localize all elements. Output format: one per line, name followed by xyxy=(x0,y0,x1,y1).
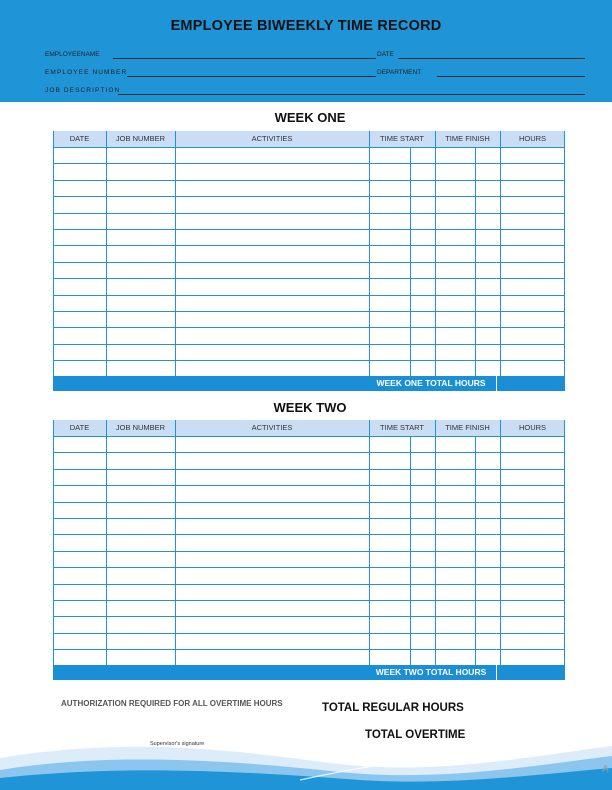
table-cell[interactable] xyxy=(370,535,410,550)
total-overtime-label: TOTAL OVERTIME xyxy=(365,729,466,741)
department-field[interactable] xyxy=(437,76,585,77)
table-cell[interactable] xyxy=(411,296,435,311)
table-cell[interactable] xyxy=(436,453,475,468)
table-cell[interactable] xyxy=(436,148,475,163)
table-cell[interactable] xyxy=(176,437,369,452)
table-cell[interactable] xyxy=(54,361,106,376)
job-description-field[interactable] xyxy=(118,94,585,95)
table-cell[interactable] xyxy=(370,486,410,501)
week-two-title: WEEK TWO xyxy=(273,400,347,415)
date-field[interactable] xyxy=(398,58,585,59)
job-description-label: JOB DESCRIPTION xyxy=(45,87,121,94)
column-header-activities: ACTIVITIES xyxy=(251,423,293,432)
table-cell[interactable] xyxy=(436,361,475,376)
form-title: EMPLOYEE BIWEEKLY TIME RECORD xyxy=(170,18,442,34)
table-cell[interactable] xyxy=(176,296,369,311)
table-cell[interactable] xyxy=(476,345,500,360)
table-cell[interactable] xyxy=(436,296,475,311)
corner-mark: A xyxy=(602,764,609,775)
employee-name-field[interactable] xyxy=(113,58,376,59)
table-cell[interactable] xyxy=(54,585,106,600)
table-cell[interactable] xyxy=(370,279,410,294)
table-cell[interactable] xyxy=(176,246,369,261)
table-cell[interactable] xyxy=(436,503,475,518)
table-cell[interactable] xyxy=(411,634,435,649)
supervisor-signature-label: Supervisor's signature xyxy=(150,741,205,747)
table-cell[interactable] xyxy=(436,197,475,212)
week-two-table xyxy=(53,420,565,665)
table-cell[interactable] xyxy=(436,312,475,327)
table-cell[interactable] xyxy=(501,601,565,616)
table-cell[interactable] xyxy=(476,552,500,567)
table-cell[interactable] xyxy=(54,535,106,550)
column-header-date: DATE xyxy=(69,134,90,143)
table-cell[interactable] xyxy=(476,214,500,229)
table-cell[interactable] xyxy=(411,470,435,485)
table-cell[interactable] xyxy=(411,617,435,632)
table-cell[interactable] xyxy=(54,296,106,311)
table-cell[interactable] xyxy=(370,263,410,278)
table-cell[interactable] xyxy=(176,535,369,550)
column-header-job-number: JOB NUMBER xyxy=(115,134,166,143)
table-cell[interactable] xyxy=(370,197,410,212)
table-cell[interactable] xyxy=(476,503,500,518)
table-cell[interactable] xyxy=(436,519,475,534)
week-two-total-bar xyxy=(53,665,565,680)
table-cell[interactable] xyxy=(411,230,435,245)
table-cell[interactable] xyxy=(176,230,369,245)
table-cell[interactable] xyxy=(107,634,175,649)
table-cell[interactable] xyxy=(436,486,475,501)
date-label: DATE xyxy=(377,51,394,58)
table-cell[interactable] xyxy=(436,552,475,567)
table-cell[interactable] xyxy=(107,437,175,452)
table-cell[interactable] xyxy=(370,519,410,534)
department-label: DEPARTMENT xyxy=(377,69,422,76)
table-cell[interactable] xyxy=(370,568,410,583)
column-header-hours: HOURS xyxy=(518,423,547,432)
table-cell[interactable] xyxy=(476,164,500,179)
table-cell[interactable] xyxy=(176,164,369,179)
table-cell[interactable] xyxy=(176,486,369,501)
table-cell[interactable] xyxy=(501,263,565,278)
table-cell[interactable] xyxy=(501,552,565,567)
table-cell[interactable] xyxy=(476,148,500,163)
total-separator xyxy=(496,665,497,680)
table-cell[interactable] xyxy=(107,263,175,278)
total-regular-hours-label: TOTAL REGULAR HOURS xyxy=(322,702,464,714)
total-separator xyxy=(496,376,497,391)
table-cell[interactable] xyxy=(54,279,106,294)
table-cell[interactable] xyxy=(501,535,565,550)
table-cell[interactable] xyxy=(370,181,410,196)
column-header-time-finish: TIME FINISH xyxy=(445,134,490,143)
table-cell[interactable] xyxy=(436,214,475,229)
table-cell[interactable] xyxy=(501,617,565,632)
table-cell[interactable] xyxy=(476,568,500,583)
table-cell[interactable] xyxy=(54,568,106,583)
table-cell[interactable] xyxy=(476,197,500,212)
table-cell[interactable] xyxy=(476,617,500,632)
table-cell[interactable] xyxy=(411,601,435,616)
table-cell[interactable] xyxy=(107,148,175,163)
table-cell[interactable] xyxy=(436,263,475,278)
table-cell[interactable] xyxy=(54,246,106,261)
table-cell[interactable] xyxy=(54,263,106,278)
table-cell[interactable] xyxy=(54,181,106,196)
table-cell[interactable] xyxy=(54,519,106,534)
table-cell[interactable] xyxy=(176,345,369,360)
table-cell[interactable] xyxy=(107,214,175,229)
table-cell[interactable] xyxy=(370,230,410,245)
table-cell[interactable] xyxy=(370,148,410,163)
table-cell[interactable] xyxy=(54,617,106,632)
table-cell[interactable] xyxy=(176,279,369,294)
table-cell[interactable] xyxy=(370,601,410,616)
table-cell[interactable] xyxy=(54,312,106,327)
column-header-hours: HOURS xyxy=(518,134,547,143)
table-cell[interactable] xyxy=(411,552,435,567)
week-one-title: WEEK ONE xyxy=(274,110,346,125)
table-cell[interactable] xyxy=(54,148,106,163)
column-header-job-number: JOB NUMBER xyxy=(115,423,166,432)
table-cell[interactable] xyxy=(436,246,475,261)
table-cell[interactable] xyxy=(411,361,435,376)
table-cell[interactable] xyxy=(501,279,565,294)
table-cell[interactable] xyxy=(476,181,500,196)
table-cell[interactable] xyxy=(176,617,369,632)
table-cell[interactable] xyxy=(501,585,565,600)
table-cell[interactable] xyxy=(476,634,500,649)
table-cell[interactable] xyxy=(176,519,369,534)
table-cell[interactable] xyxy=(411,345,435,360)
table-cell[interactable] xyxy=(436,279,475,294)
table-cell[interactable] xyxy=(176,328,369,343)
table-cell[interactable] xyxy=(411,181,435,196)
table-cell[interactable] xyxy=(436,634,475,649)
table-cell[interactable] xyxy=(107,470,175,485)
table-cell[interactable] xyxy=(501,246,565,261)
table-cell[interactable] xyxy=(54,214,106,229)
table-cell[interactable] xyxy=(54,601,106,616)
table-cell[interactable] xyxy=(176,503,369,518)
table-cell[interactable] xyxy=(176,214,369,229)
table-cell[interactable] xyxy=(476,437,500,452)
table-cell[interactable] xyxy=(370,312,410,327)
table-cell[interactable] xyxy=(107,345,175,360)
table-cell[interactable] xyxy=(107,312,175,327)
decorative-wave xyxy=(0,718,612,790)
week-two-total-label: WEEK TWO TOTAL HOURS xyxy=(375,667,487,677)
table-cell[interactable] xyxy=(370,453,410,468)
table-cell[interactable] xyxy=(54,197,106,212)
table-cell[interactable] xyxy=(107,503,175,518)
table-cell[interactable] xyxy=(436,585,475,600)
column-header-activities: ACTIVITIES xyxy=(251,134,293,143)
table-cell[interactable] xyxy=(370,296,410,311)
table-cell[interactable] xyxy=(176,650,369,665)
column-header-time-start: TIME START xyxy=(380,423,424,432)
table-cell[interactable] xyxy=(411,585,435,600)
table-cell[interactable] xyxy=(176,181,369,196)
table-cell[interactable] xyxy=(54,230,106,245)
table-cell[interactable] xyxy=(370,470,410,485)
table-cell[interactable] xyxy=(107,361,175,376)
table-cell[interactable] xyxy=(501,470,565,485)
table-cell[interactable] xyxy=(54,634,106,649)
table-cell[interactable] xyxy=(476,601,500,616)
table-cell[interactable] xyxy=(411,164,435,179)
table-cell[interactable] xyxy=(501,214,565,229)
table-cell[interactable] xyxy=(411,453,435,468)
table-cell[interactable] xyxy=(370,361,410,376)
table-cell[interactable] xyxy=(54,552,106,567)
table-cell[interactable] xyxy=(107,535,175,550)
table-cell[interactable] xyxy=(476,535,500,550)
table-cell[interactable] xyxy=(411,263,435,278)
table-cell[interactable] xyxy=(176,585,369,600)
table-cell[interactable] xyxy=(476,279,500,294)
table-cell[interactable] xyxy=(501,197,565,212)
table-cell[interactable] xyxy=(436,437,475,452)
table-cell[interactable] xyxy=(411,437,435,452)
table-cell[interactable] xyxy=(107,486,175,501)
table-cell[interactable] xyxy=(501,503,565,518)
table-cell[interactable] xyxy=(411,328,435,343)
table-cell[interactable] xyxy=(54,486,106,501)
table-cell[interactable] xyxy=(436,601,475,616)
table-cell[interactable] xyxy=(107,279,175,294)
table-cell[interactable] xyxy=(501,437,565,452)
table-cell[interactable] xyxy=(107,230,175,245)
table-cell[interactable] xyxy=(411,503,435,518)
table-cell[interactable] xyxy=(501,230,565,245)
table-cell[interactable] xyxy=(501,361,565,376)
table-cell[interactable] xyxy=(436,535,475,550)
table-cell[interactable] xyxy=(176,361,369,376)
table-cell[interactable] xyxy=(476,650,500,665)
table-cell[interactable] xyxy=(501,164,565,179)
table-cell[interactable] xyxy=(501,148,565,163)
table-cell[interactable] xyxy=(176,634,369,649)
table-cell[interactable] xyxy=(107,617,175,632)
employee-number-field[interactable] xyxy=(127,76,376,77)
table-cell[interactable] xyxy=(107,246,175,261)
table-cell[interactable] xyxy=(476,486,500,501)
table-cell[interactable] xyxy=(176,552,369,567)
table-cell[interactable] xyxy=(370,503,410,518)
table-cell[interactable] xyxy=(411,535,435,550)
table-cell[interactable] xyxy=(501,634,565,649)
table-cell[interactable] xyxy=(411,148,435,163)
column-header-date: DATE xyxy=(69,423,90,432)
table-cell[interactable] xyxy=(501,181,565,196)
table-cell[interactable] xyxy=(476,246,500,261)
table-cell[interactable] xyxy=(107,568,175,583)
table-cell[interactable] xyxy=(107,552,175,567)
table-cell[interactable] xyxy=(476,361,500,376)
table-cell[interactable] xyxy=(501,568,565,583)
authorization-note: AUTHORIZATION REQUIRED FOR ALL OVERTIME HOURS xyxy=(61,699,283,708)
table-cell[interactable] xyxy=(54,328,106,343)
table-cell[interactable] xyxy=(411,486,435,501)
employee-number-label: EMPLOYEE NUMBER xyxy=(45,69,128,76)
table-cell[interactable] xyxy=(476,470,500,485)
table-cell[interactable] xyxy=(501,345,565,360)
table-cell[interactable] xyxy=(54,345,106,360)
table-cell[interactable] xyxy=(107,164,175,179)
table-cell[interactable] xyxy=(107,453,175,468)
table-cell[interactable] xyxy=(411,568,435,583)
table-cell[interactable] xyxy=(501,486,565,501)
table-cell[interactable] xyxy=(176,197,369,212)
table-cell[interactable] xyxy=(107,585,175,600)
table-cell[interactable] xyxy=(54,470,106,485)
table-cell[interactable] xyxy=(370,214,410,229)
table-header-row xyxy=(53,131,565,147)
week-one-table xyxy=(53,131,565,376)
table-cell[interactable] xyxy=(436,181,475,196)
table-cell[interactable] xyxy=(476,328,500,343)
table-cell[interactable] xyxy=(176,601,369,616)
table-cell[interactable] xyxy=(54,650,106,665)
table-cell[interactable] xyxy=(176,148,369,163)
table-cell[interactable] xyxy=(54,164,106,179)
table-cell[interactable] xyxy=(54,503,106,518)
table-cell[interactable] xyxy=(370,437,410,452)
table-cell[interactable] xyxy=(501,650,565,665)
table-cell[interactable] xyxy=(501,296,565,311)
employee-name-label: EMPLOYEENAME xyxy=(45,51,100,58)
table-cell[interactable] xyxy=(107,519,175,534)
table-cell[interactable] xyxy=(436,345,475,360)
table-cell[interactable] xyxy=(501,312,565,327)
table-cell[interactable] xyxy=(176,568,369,583)
table-cell[interactable] xyxy=(370,164,410,179)
table-cell[interactable] xyxy=(476,312,500,327)
table-cell[interactable] xyxy=(107,197,175,212)
table-cell[interactable] xyxy=(436,230,475,245)
table-cell[interactable] xyxy=(436,617,475,632)
table-cell[interactable] xyxy=(411,214,435,229)
column-header-time-start: TIME START xyxy=(380,134,424,143)
table-cell[interactable] xyxy=(370,246,410,261)
table-cell[interactable] xyxy=(436,470,475,485)
table-cell[interactable] xyxy=(411,197,435,212)
table-cell[interactable] xyxy=(476,585,500,600)
table-cell[interactable] xyxy=(370,552,410,567)
table-cell[interactable] xyxy=(54,453,106,468)
table-cell[interactable] xyxy=(476,263,500,278)
table-cell[interactable] xyxy=(411,246,435,261)
table-cell[interactable] xyxy=(370,634,410,649)
table-cell[interactable] xyxy=(176,453,369,468)
week-one-total-label: WEEK ONE TOTAL HOURS xyxy=(376,378,486,388)
table-cell[interactable] xyxy=(411,650,435,665)
table-cell[interactable] xyxy=(476,453,500,468)
table-cell[interactable] xyxy=(501,453,565,468)
table-cell[interactable] xyxy=(436,568,475,583)
table-cell[interactable] xyxy=(107,650,175,665)
table-cell[interactable] xyxy=(411,312,435,327)
table-cell[interactable] xyxy=(370,328,410,343)
table-cell[interactable] xyxy=(54,437,106,452)
column-header-time-finish: TIME FINISH xyxy=(445,423,490,432)
table-cell[interactable] xyxy=(176,470,369,485)
table-cell[interactable] xyxy=(370,345,410,360)
table-cell[interactable] xyxy=(107,601,175,616)
table-cell[interactable] xyxy=(436,328,475,343)
table-cell[interactable] xyxy=(107,181,175,196)
table-cell[interactable] xyxy=(370,585,410,600)
table-cell[interactable] xyxy=(411,519,435,534)
table-cell[interactable] xyxy=(501,328,565,343)
table-cell[interactable] xyxy=(501,519,565,534)
table-cell[interactable] xyxy=(107,296,175,311)
table-cell[interactable] xyxy=(107,328,175,343)
header-band xyxy=(0,0,612,102)
table-cell[interactable] xyxy=(476,519,500,534)
table-header-row xyxy=(53,420,565,436)
table-cell[interactable] xyxy=(370,617,410,632)
table-cell[interactable] xyxy=(176,312,369,327)
table-cell[interactable] xyxy=(436,164,475,179)
week-one-total-bar xyxy=(53,376,565,391)
table-cell[interactable] xyxy=(476,230,500,245)
table-cell[interactable] xyxy=(370,650,410,665)
table-cell[interactable] xyxy=(176,263,369,278)
table-cell[interactable] xyxy=(436,650,475,665)
table-cell[interactable] xyxy=(411,279,435,294)
table-cell[interactable] xyxy=(476,296,500,311)
